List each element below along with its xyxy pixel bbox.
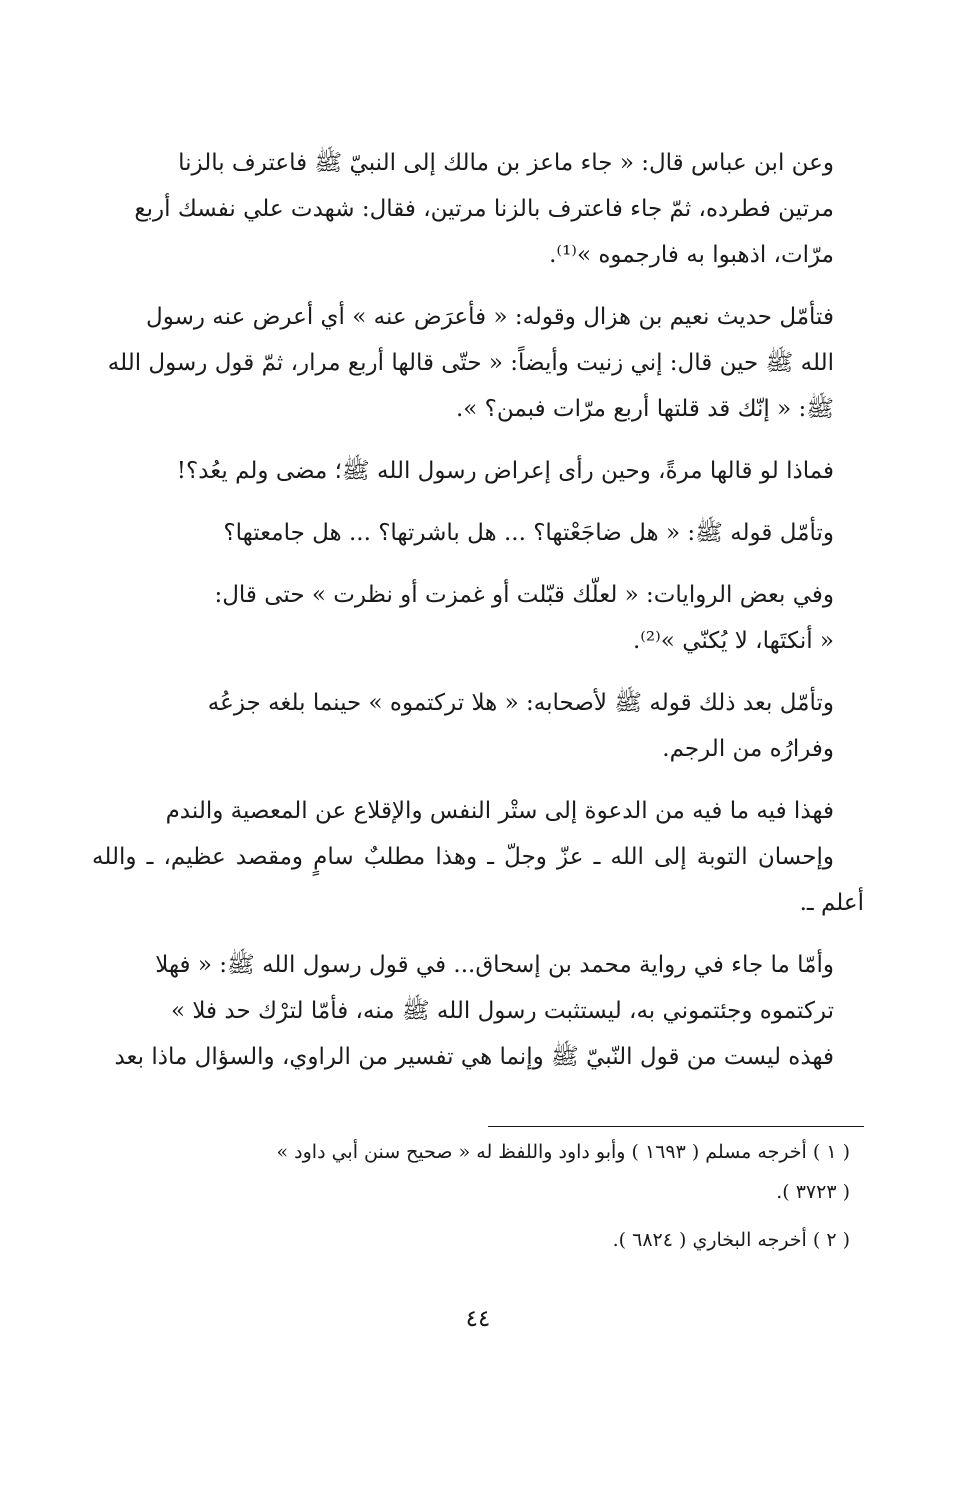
text-line: وعن ابن عباس قال: « جاء ماعز بن مالك إلى النبيّ ﷺ فاعترف بالزنا: [178, 150, 834, 176]
main-text: [92, 140, 864, 1096]
footnote-1: [92, 1132, 864, 1212]
footnote-line: ( ٢ ) أخرجه البخاري ( ٦٨٢٤ ).: [612, 1229, 850, 1251]
text-line: مرتين فطرده، ثمّ جاء فاعترف بالزنا مرتين، فقال: شهدت علي نفسك أربع: [134, 196, 834, 222]
text-line: فهذا فيه ما فيه من الدعوة إلى ستْر النفس والإقلاع عن المعصية والندم: [165, 798, 834, 824]
footnotes: [92, 1132, 864, 1268]
page-number: ٤٤: [465, 1306, 491, 1332]
text-line: وأمّا ما جاء في رواية محمد بن إسحاق... في قول رسول الله ﷺ: « فهلا: [155, 952, 834, 978]
paragraph-what-if: [92, 448, 864, 494]
text-line: فماذا لو قالها مرةً، وحين رأى إعراض رسول الله ﷺ؛ مضى ولم يعُد؟!: [176, 458, 834, 484]
footnote-2: [92, 1220, 864, 1260]
paragraph-repentance: [92, 788, 864, 926]
text-line: وفي بعض الروايات: « لعلّك قبّلت أو غمزت أو نظرت » حتى قال:: [214, 582, 834, 608]
text-line: وتأمّل بعد ذلك قوله ﷺ لأصحابه: « هلا تركتموه » حينما بلغه جزعُه: [207, 690, 834, 716]
text-line: وفرارُه من الرجم.: [662, 736, 834, 762]
paragraph-ibn-abbas: [92, 140, 864, 278]
text-line: ﷺ: « إنّك قد قلتها أربع مرّات فبمن؟ ».: [455, 396, 834, 422]
footnote-line: ( ١ ) أخرجه مسلم ( ١٦٩٣ ) وأبو داود واللفظ له « صحيح سنن أبي داود »: [276, 1141, 850, 1163]
text-line: وتأمّل قوله ﷺ: « هل ضاجَعْتها؟ ... هل باشرتها؟ ... هل جامعتها؟: [223, 520, 834, 546]
paragraph-ibn-ishaq: [92, 942, 864, 1080]
paragraph-companions: [92, 680, 864, 772]
text-line: تركتموه وجئتموني به، ليستثبت رسول الله ﷺ منه، فأمّا لترْك حد فلا »: [170, 998, 834, 1024]
text-line: مرّات، اذهبوا به فارجموه »⁽¹⁾.: [549, 242, 834, 268]
paragraph-questions: [92, 510, 864, 556]
text-line: فتأمّل حديث نعيم بن هزال وقوله: « فأعرَض عنه » أي أعرض عنه رسول: [146, 304, 834, 330]
text-line: الله ﷺ حين قال: إني زنيت وأيضاً: « حتّى قالها أربع مرار، ثمّ قول رسول الله: [107, 350, 834, 376]
text-line: « أنكتَها، لا يُكنّي »⁽²⁾.: [632, 628, 834, 654]
footnote-line: ( ٣٧٢٣ ).: [776, 1181, 850, 1203]
paragraph-narrations: [92, 572, 864, 664]
text-line: وإحسان التوبة إلى الله ـ عزّ وجلّ ـ وهذا مطلبٌ سامٍ ومقصد عظيم، ـ والله أعلم ـ.: [92, 844, 864, 916]
paragraph-nuaim-hadith: [92, 294, 864, 432]
text-line: فهذه ليست من قول النّبيّ ﷺ وإنما هي تفسير من الراوي، والسؤال ماذا بعد: [114, 1044, 834, 1070]
footnote-divider: [488, 1126, 864, 1127]
